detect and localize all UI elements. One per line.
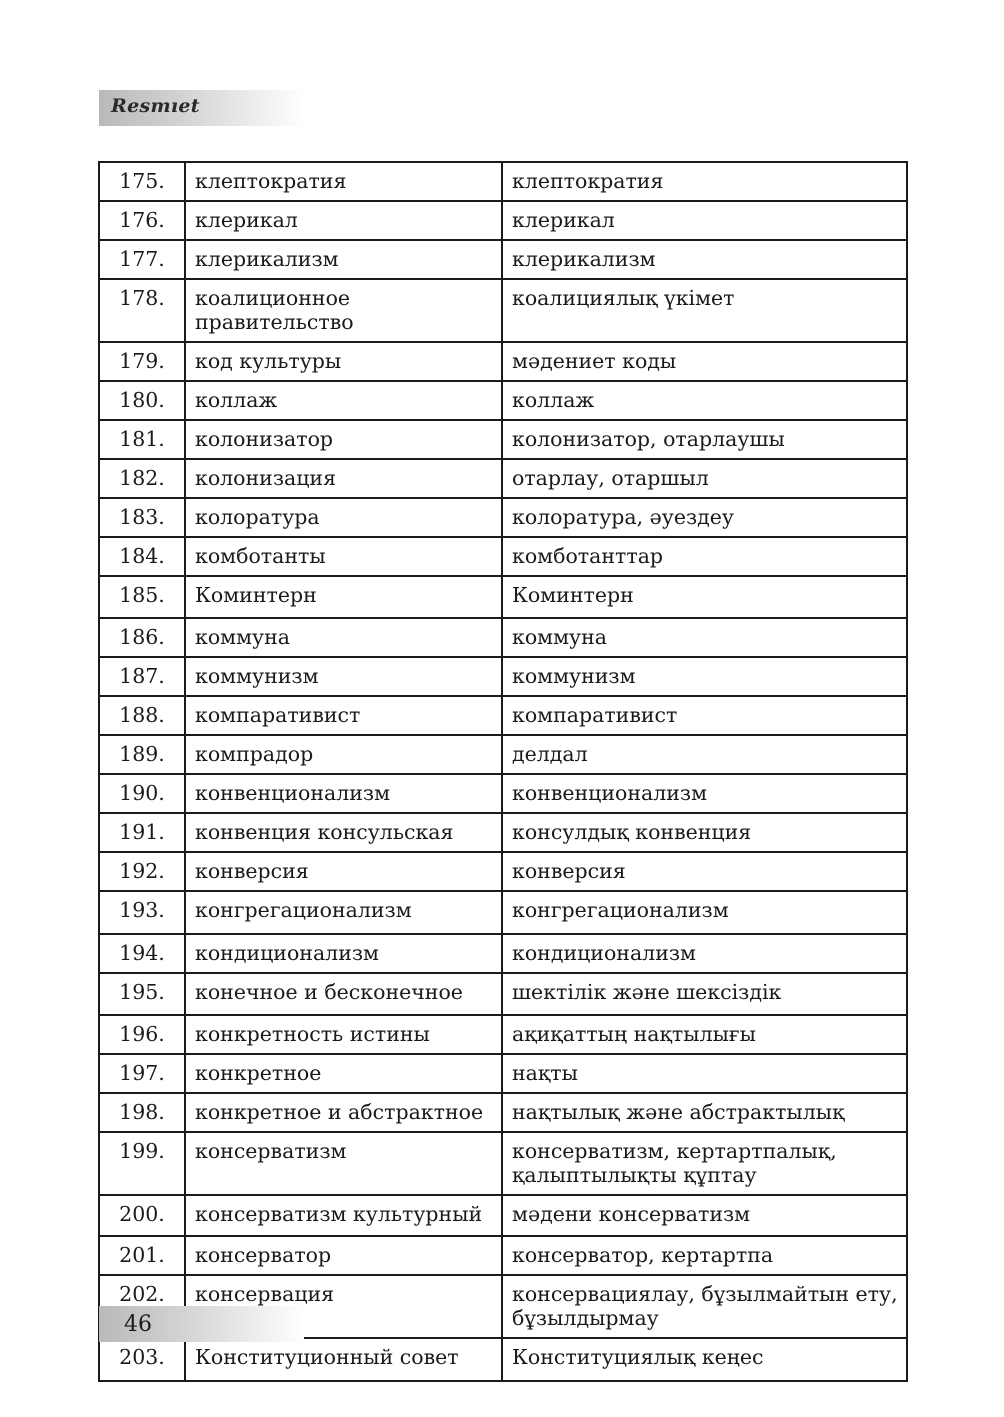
table-row xyxy=(99,657,907,696)
row-number-cell: 190. xyxy=(99,774,185,813)
russian-term-cell: конкретное xyxy=(185,1054,502,1093)
table-row xyxy=(99,1195,907,1236)
table-row xyxy=(99,934,907,973)
russian-term-cell: коммунизм xyxy=(185,657,502,696)
russian-term-cell: колонизация xyxy=(185,459,502,498)
russian-term-cell: конверсия xyxy=(185,852,502,891)
row-number-cell: 182. xyxy=(99,459,185,498)
row-number-cell: 192. xyxy=(99,852,185,891)
kazakh-term-cell: конверсия xyxy=(502,852,907,891)
row-number-cell: 184. xyxy=(99,537,185,576)
row-number-cell: 201. xyxy=(99,1236,185,1275)
row-number-cell: 185. xyxy=(99,576,185,618)
table-row xyxy=(99,162,907,201)
row-number-cell: 193. xyxy=(99,891,185,934)
table-row xyxy=(99,1132,907,1195)
kazakh-term-cell: нақты xyxy=(502,1054,907,1093)
kazakh-term-cell: делдал xyxy=(502,735,907,774)
russian-term-cell: Конституционный совет xyxy=(185,1338,502,1381)
table-row xyxy=(99,381,907,420)
row-number-cell: 188. xyxy=(99,696,185,735)
header-title: Resmıet xyxy=(111,95,200,117)
page-number: 46 xyxy=(124,1312,152,1337)
russian-term-cell: коммуна xyxy=(185,618,502,657)
row-number-cell: 196. xyxy=(99,1015,185,1054)
russian-term-cell: конвенционализм xyxy=(185,774,502,813)
row-number-cell: 181. xyxy=(99,420,185,459)
russian-term-cell: конгрегационализм xyxy=(185,891,502,934)
russian-term-cell: коалиционное правительство xyxy=(185,279,502,342)
kazakh-term-cell: конвенционализм xyxy=(502,774,907,813)
table-row xyxy=(99,1236,907,1275)
table-row xyxy=(99,1054,907,1093)
table-row xyxy=(99,891,907,934)
kazakh-term-cell: коалициялық үкімет xyxy=(502,279,907,342)
kazakh-term-cell: клерикал xyxy=(502,201,907,240)
table-row xyxy=(99,240,907,279)
kazakh-term-cell: консервациялау, бұзылмайтын ету, бұзылдырмау xyxy=(502,1275,907,1338)
row-number-cell: 191. xyxy=(99,813,185,852)
kazakh-term-cell: конгрегационализм xyxy=(502,891,907,934)
row-number-cell: 180. xyxy=(99,381,185,420)
russian-term-cell: компрадор xyxy=(185,735,502,774)
russian-term-cell: клерикал xyxy=(185,201,502,240)
table-row xyxy=(99,576,907,618)
row-number-cell: 178. xyxy=(99,279,185,342)
table-row xyxy=(99,973,907,1015)
kazakh-term-cell: шектілік және шексіздік xyxy=(502,973,907,1015)
row-number-cell: 175. xyxy=(99,162,185,201)
table-row xyxy=(99,813,907,852)
table-row xyxy=(99,201,907,240)
russian-term-cell: консерватизм xyxy=(185,1132,502,1195)
kazakh-term-cell: консерватор, кертартпа xyxy=(502,1236,907,1275)
russian-term-cell: клептократия xyxy=(185,162,502,201)
row-number-cell: 198. xyxy=(99,1093,185,1132)
glossary-body xyxy=(99,162,907,1381)
russian-term-cell: Коминтерн xyxy=(185,576,502,618)
row-number-cell: 179. xyxy=(99,342,185,381)
kazakh-term-cell: клептократия xyxy=(502,162,907,201)
kazakh-term-cell: компаративист xyxy=(502,696,907,735)
row-number-cell: 176. xyxy=(99,201,185,240)
row-number-cell: 199. xyxy=(99,1132,185,1195)
row-number-cell: 203. xyxy=(99,1338,185,1381)
russian-term-cell: коллаж xyxy=(185,381,502,420)
russian-term-cell: консервация xyxy=(185,1275,502,1338)
kazakh-term-cell: комботанттар xyxy=(502,537,907,576)
russian-term-cell: колонизатор xyxy=(185,420,502,459)
russian-term-cell: консерватор xyxy=(185,1236,502,1275)
table-row xyxy=(99,279,907,342)
table-row xyxy=(99,852,907,891)
row-number-cell: 189. xyxy=(99,735,185,774)
kazakh-term-cell: отарлау, отаршыл xyxy=(502,459,907,498)
kazakh-term-cell: кондиционализм xyxy=(502,934,907,973)
row-number-cell: 200. xyxy=(99,1195,185,1236)
russian-term-cell: конкретность истины xyxy=(185,1015,502,1054)
table-row xyxy=(99,1015,907,1054)
row-number-cell: 183. xyxy=(99,498,185,537)
table-row xyxy=(99,537,907,576)
row-number-cell: 186. xyxy=(99,618,185,657)
russian-term-cell: конечное и бесконечное xyxy=(185,973,502,1015)
kazakh-term-cell: мәдениет коды xyxy=(502,342,907,381)
russian-term-cell: компаративист xyxy=(185,696,502,735)
table-row xyxy=(99,498,907,537)
russian-term-cell: конвенция консульская xyxy=(185,813,502,852)
kazakh-term-cell: Конституциялық кеңес xyxy=(502,1338,907,1381)
kazakh-term-cell: мәдени консерватизм xyxy=(502,1195,907,1236)
kazakh-term-cell: консерватизм, кертартпалық, қалыптылықты құптау xyxy=(502,1132,907,1195)
table-row xyxy=(99,459,907,498)
table-row xyxy=(99,774,907,813)
table-row xyxy=(99,1093,907,1132)
table-row xyxy=(99,1338,907,1381)
russian-term-cell: кондиционализм xyxy=(185,934,502,973)
table-row xyxy=(99,696,907,735)
russian-term-cell: код культуры xyxy=(185,342,502,381)
table-row xyxy=(99,618,907,657)
kazakh-term-cell: колоратура, әуездеу xyxy=(502,498,907,537)
russian-term-cell: комботанты xyxy=(185,537,502,576)
row-number-cell: 194. xyxy=(99,934,185,973)
row-number-cell: 177. xyxy=(99,240,185,279)
russian-term-cell: клерикализм xyxy=(185,240,502,279)
table-row xyxy=(99,735,907,774)
table-row xyxy=(99,342,907,381)
kazakh-term-cell: нақтылық және абстрактылық xyxy=(502,1093,907,1132)
kazakh-term-cell: Коминтерн xyxy=(502,576,907,618)
russian-term-cell: колоратура xyxy=(185,498,502,537)
kazakh-term-cell: коммуна xyxy=(502,618,907,657)
kazakh-term-cell: ақиқаттың нақтылығы xyxy=(502,1015,907,1054)
russian-term-cell: конкретное и абстрактное xyxy=(185,1093,502,1132)
kazakh-term-cell: коммунизм xyxy=(502,657,907,696)
kazakh-term-cell: коллаж xyxy=(502,381,907,420)
glossary-table xyxy=(98,161,908,1382)
table-row xyxy=(99,420,907,459)
row-number-cell: 195. xyxy=(99,973,185,1015)
kazakh-term-cell: консулдық конвенция xyxy=(502,813,907,852)
kazakh-term-cell: колонизатор, отарлаушы xyxy=(502,420,907,459)
kazakh-term-cell: клерикализм xyxy=(502,240,907,279)
row-number-cell: 197. xyxy=(99,1054,185,1093)
row-number-cell: 187. xyxy=(99,657,185,696)
row-number-cell: 202. xyxy=(99,1275,185,1338)
russian-term-cell: консерватизм культурный xyxy=(185,1195,502,1236)
